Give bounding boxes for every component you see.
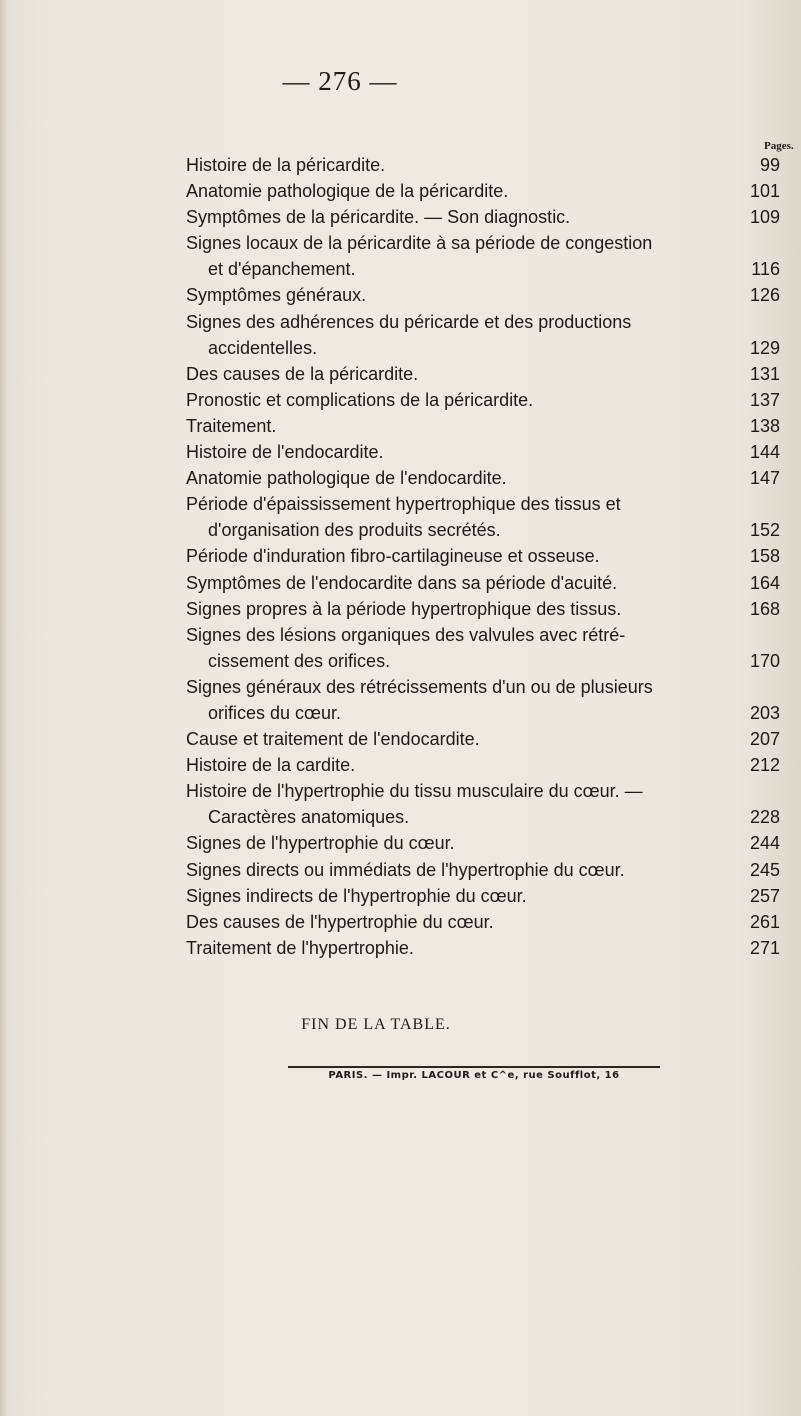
toc-entry-title: Signes indirects de l'hypertrophie du cœur. <box>186 885 527 906</box>
toc-entry-page: 101 <box>749 181 780 202</box>
toc-entry <box>186 543 796 569</box>
toc-entry-page: 137 <box>749 389 780 410</box>
toc-entry-title: Signes propres à la période hypertrophique des tissus. <box>186 598 622 619</box>
toc-entry-page: 261 <box>749 911 780 932</box>
toc-entry-page: 126 <box>749 285 780 306</box>
toc-entry-continuation <box>186 804 796 830</box>
toc-entry <box>186 282 796 308</box>
toc-entry-page: 99 <box>759 155 780 175</box>
toc-entry <box>186 361 796 387</box>
toc-entry-title: d'organisation des produits secrétés. <box>208 520 501 541</box>
toc-entry-page: 203 <box>749 702 780 723</box>
end-of-table-text: FIN DE LA TABLE. <box>301 1016 451 1033</box>
toc-entry <box>186 178 796 204</box>
toc-entry-title: Symptômes généraux. <box>186 285 367 306</box>
toc-entry <box>186 935 796 961</box>
printer-imprint: PARIS. — Impr. LACOUR et C^e, rue Soufflot, 16 <box>328 1070 620 1081</box>
toc-entry-page: 131 <box>749 363 780 384</box>
toc-entry-title: Anatomie pathologique de l'endocardite. <box>186 468 507 489</box>
toc-entry-title: Traitement. <box>186 415 277 436</box>
toc-entry-title: Histoire de l'hypertrophie du tissu musculaire du cœur. — <box>186 781 643 802</box>
toc-entry-title: Signes des adhérences du péricarde et des productions <box>186 311 632 332</box>
toc-entry-page: 147 <box>749 468 780 489</box>
toc-entry-title: Traitement de l'hypertrophie. <box>186 937 414 958</box>
toc-entry-title: Période d'induration fibro-cartilagineuse et osseuse. <box>186 546 600 567</box>
toc-entry-page: 138 <box>749 415 780 436</box>
toc-entry-title: Symptômes de la péricardite. — Son diagnostic. <box>186 207 571 228</box>
toc-entry <box>186 622 796 648</box>
toc-entry-page: 228 <box>749 807 780 828</box>
toc-entry-title: Histoire de la cardite. <box>186 755 356 776</box>
toc-entry-page: 144 <box>749 442 780 463</box>
toc-entry <box>186 857 796 883</box>
toc-entry <box>186 465 796 491</box>
toc-entry-page: 257 <box>749 885 780 906</box>
toc-entry-title: cissement des orifices. <box>208 650 391 671</box>
toc-entry-page: 168 <box>749 598 780 619</box>
toc-entry <box>186 387 796 413</box>
toc-entry <box>186 570 796 596</box>
table-of-contents <box>186 152 796 961</box>
toc-entry-title: Des causes de la péricardite. <box>186 363 419 384</box>
toc-entry-title: accidentelles. <box>208 337 318 358</box>
toc-entry-page: 152 <box>749 520 780 541</box>
toc-entry-page: 116 <box>751 259 780 280</box>
toc-entry-title: Signes locaux de la péricardite à sa période de congestion <box>186 233 653 254</box>
toc-entry-title: Période d'épaississement hypertrophique des tissus et <box>186 494 621 515</box>
toc-entry-title: Anatomie pathologique de la péricardite. <box>186 181 509 202</box>
toc-entry-title: Cause et traitement de l'endocardite. <box>186 729 480 750</box>
toc-entry-continuation <box>186 517 796 543</box>
imprint-rule <box>288 1066 660 1068</box>
toc-entry <box>186 309 796 335</box>
toc-entry <box>186 778 796 804</box>
toc-entry-page: 158 <box>749 546 780 567</box>
toc-entry-page: 109 <box>749 207 780 228</box>
page-number: — 276 — <box>282 66 398 96</box>
toc-entry <box>186 596 796 622</box>
toc-entry-title: Signes de l'hypertrophie du cœur. <box>186 833 455 854</box>
toc-entry-page: 170 <box>749 650 780 671</box>
toc-entry-page: 245 <box>749 859 780 880</box>
toc-entry-page: 129 <box>749 337 780 358</box>
toc-entry <box>186 674 796 700</box>
toc-entry-title: Pronostic et complications de la péricardite. <box>186 389 534 410</box>
toc-entry <box>186 830 796 856</box>
toc-entry <box>186 491 796 517</box>
toc-entry-continuation <box>186 335 796 361</box>
toc-entry-title: Histoire de l'endocardite. <box>186 442 384 463</box>
toc-entry-title: orifices du cœur. <box>208 702 342 723</box>
toc-entry <box>186 726 796 752</box>
toc-entry <box>186 152 796 178</box>
toc-entry <box>186 752 796 778</box>
toc-entry <box>186 204 796 230</box>
toc-entry-title: Des causes de l'hypertrophie du cœur. <box>186 911 494 932</box>
toc-entry-page: 271 <box>749 937 780 958</box>
toc-entry <box>186 883 796 909</box>
toc-entry-page: 207 <box>749 729 780 750</box>
toc-entry-page: 244 <box>749 833 780 854</box>
toc-entry-title: et d'épanchement. <box>208 259 356 280</box>
pages-column-label: Pages. <box>764 140 794 152</box>
page-edge-shadow <box>0 0 8 1416</box>
toc-entry <box>186 439 796 465</box>
toc-entry-continuation <box>186 700 796 726</box>
toc-entry-title: Signes directs ou immédiats de l'hypertrophie du cœur. <box>186 859 625 880</box>
toc-entry-title: Caractères anatomiques. <box>208 807 410 828</box>
toc-entry-continuation <box>186 256 796 282</box>
toc-entry <box>186 413 796 439</box>
toc-entry-page: 212 <box>749 755 780 776</box>
toc-entry-title: Histoire de la péricardite. <box>186 155 386 175</box>
toc-entry-page: 164 <box>749 572 780 593</box>
toc-entry-continuation <box>186 648 796 674</box>
toc-entry-title: Signes des lésions organiques des valvules avec rétré- <box>186 624 626 645</box>
toc-entry-title: Signes généraux des rétrécissements d'un ou de plusieurs <box>186 676 653 697</box>
toc-entry <box>186 909 796 935</box>
toc-entry <box>186 230 796 256</box>
toc-entry-title: Symptômes de l'endocardite dans sa période d'acuité. <box>186 572 618 593</box>
